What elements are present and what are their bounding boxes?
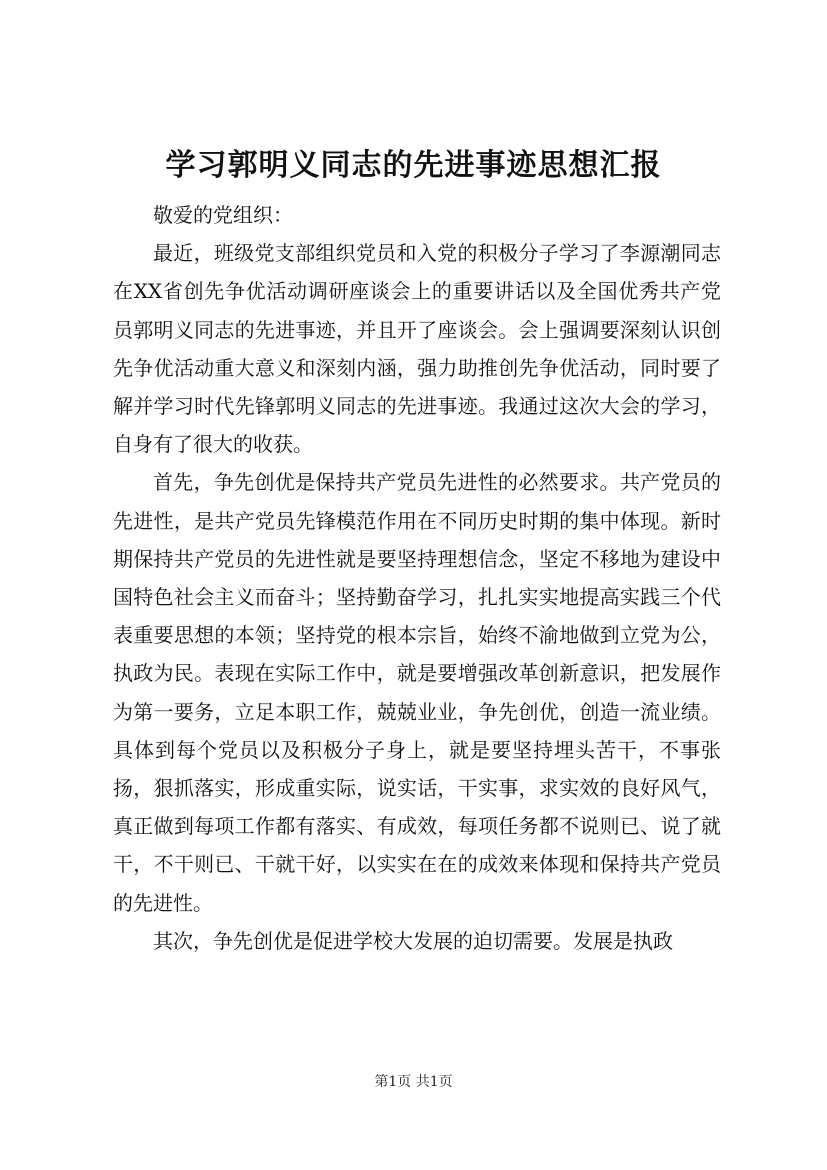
salutation: 敬爱的党组织： xyxy=(153,203,293,227)
document-body xyxy=(113,196,721,960)
page-footer: 第1页 共1页 xyxy=(374,1074,453,1090)
paragraph-3: 其次，争先创优是促进学校大发展的迫切需要。发展是执政 xyxy=(153,928,673,953)
paragraph-1: 最近，班级党支部组织党员和入党的积极分子学习了李源潮同志在XX省创先争优活动调研座谈会上的重要讲话以及全国优秀共产党员郭明义同志的先进事迹，并且开了座谈会。会上强调要深刻认识创先争优活动重大意义和深刻内涵，强力助推创先争优活动，同时要了解并学习时代先锋郭明义同志的先进事迹。我通过这次大会的学习，自身有了很大的收获。 xyxy=(113,241,721,457)
paragraph-2: 首先，争先创优是保持共产党员先进性的必然要求。共产党员的先进性，是共产党员先锋模范作用在不同历史时期的集中体现。新时期保持共产党员的先进性就是要坚持理想信念，坚定不移地为建设中国特色社会主义而奋斗；坚持勤奋学习，扎扎实实地提高实践三个代表重要思想的本领；坚持党的根本宗旨，始终不渝地做到立党为公，执政为民。表现在实际工作中，就是要增强改革创新意识，把发展作为第一要务，立足本职工作，兢兢业业，争先创优，创造一流业绩。具体到每个党员以及积极分子身上，就是要坚持埋头苦干，不事张扬，狠抓落实，形成重实际，说实话，干实事，求实效的良好风气，真正做到每项工作都有落实、有成效，每项任务都不说则已、说了就干，不干则已、干就干好，以实实在在的成效来体现和保持共产党员的先进性。 xyxy=(113,470,721,915)
document-title: 学习郭明义同志的先进事迹思想汇报 xyxy=(165,148,662,183)
